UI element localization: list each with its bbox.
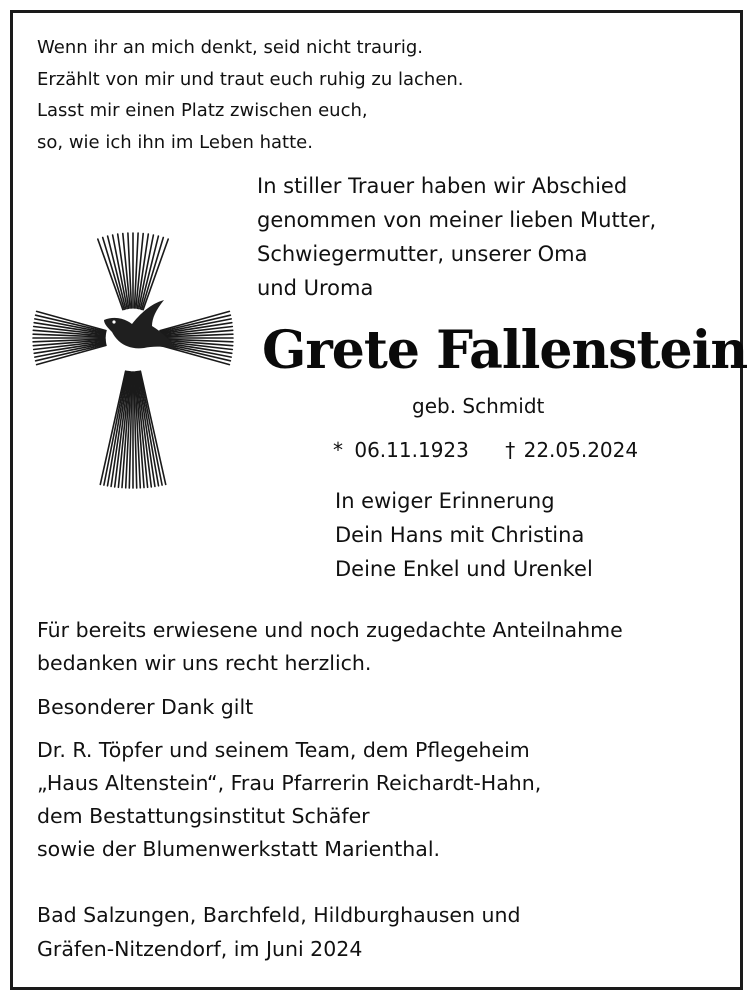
cross-ray [142,238,164,310]
closing-place-date [37,898,521,966]
birth-symbol: * [333,438,343,462]
thanks-text [37,614,623,680]
poem-line: Erzählt von mir und traut euch ruhig zu lachen. [37,68,464,90]
family-line: Deine Enkel und Urenkel [335,557,593,581]
closing-line: Gräfen-Nitzendorf, im Juni 2024 [37,937,363,961]
special-thanks-line: „Haus Altenstein“, Frau Pfarrerin Reichardt-Hahn, [37,771,542,795]
thanks-line: Für bereits erwiesene und noch zugedachte Anteilnahme [37,618,623,642]
special-thanks-line: dem Bestattungsinstitut Schäfer [37,804,370,828]
intro-line: und Uroma [257,276,374,300]
intro-line: In stiller Trauer haben wir Abschied [257,174,628,198]
special-thanks-list [37,734,541,866]
intro-line: genommen von meiner lieben Mutter, [257,208,657,232]
poem-line: Lasst mir einen Platz zwischen euch, [37,100,368,122]
death-symbol: † [505,438,516,462]
thanks-line: bedanken wir uns recht herzlich. [37,651,372,675]
life-dates [333,434,638,466]
poem [37,32,464,159]
death-date: 22.05.2024 [523,438,639,462]
family-line: Dein Hans mit Christina [335,523,585,547]
maiden-name: geb. Schmidt [412,394,545,418]
intro-line: Schwiegermutter, unserer Oma [257,242,588,266]
radiant-cross-with-dove-icon [28,228,238,490]
family-line: In ewiger Erinnerung [335,489,555,513]
family-signature [335,484,593,586]
special-thanks-line: sowie der Blumenwerkstatt Marienthal. [37,837,441,861]
special-thanks-heading: Besonderer Dank gilt [37,695,254,719]
intro-text [257,169,656,305]
closing-line: Bad Salzungen, Barchfeld, Hildburghausen und [37,903,521,927]
cross-ray [103,238,125,310]
poem-line: Wenn ihr an mich denkt, seid nicht traurig. [37,37,423,58]
poem-line: so, wie ich ihn im Leben hatte. [37,132,313,154]
deceased-name: Grete Fallenstein [262,320,748,381]
birth-date: 06.11.1923 [354,438,469,462]
special-thanks-line: Dr. R. Töpfer und seinem Team, dem Pflegeheim [37,738,530,762]
